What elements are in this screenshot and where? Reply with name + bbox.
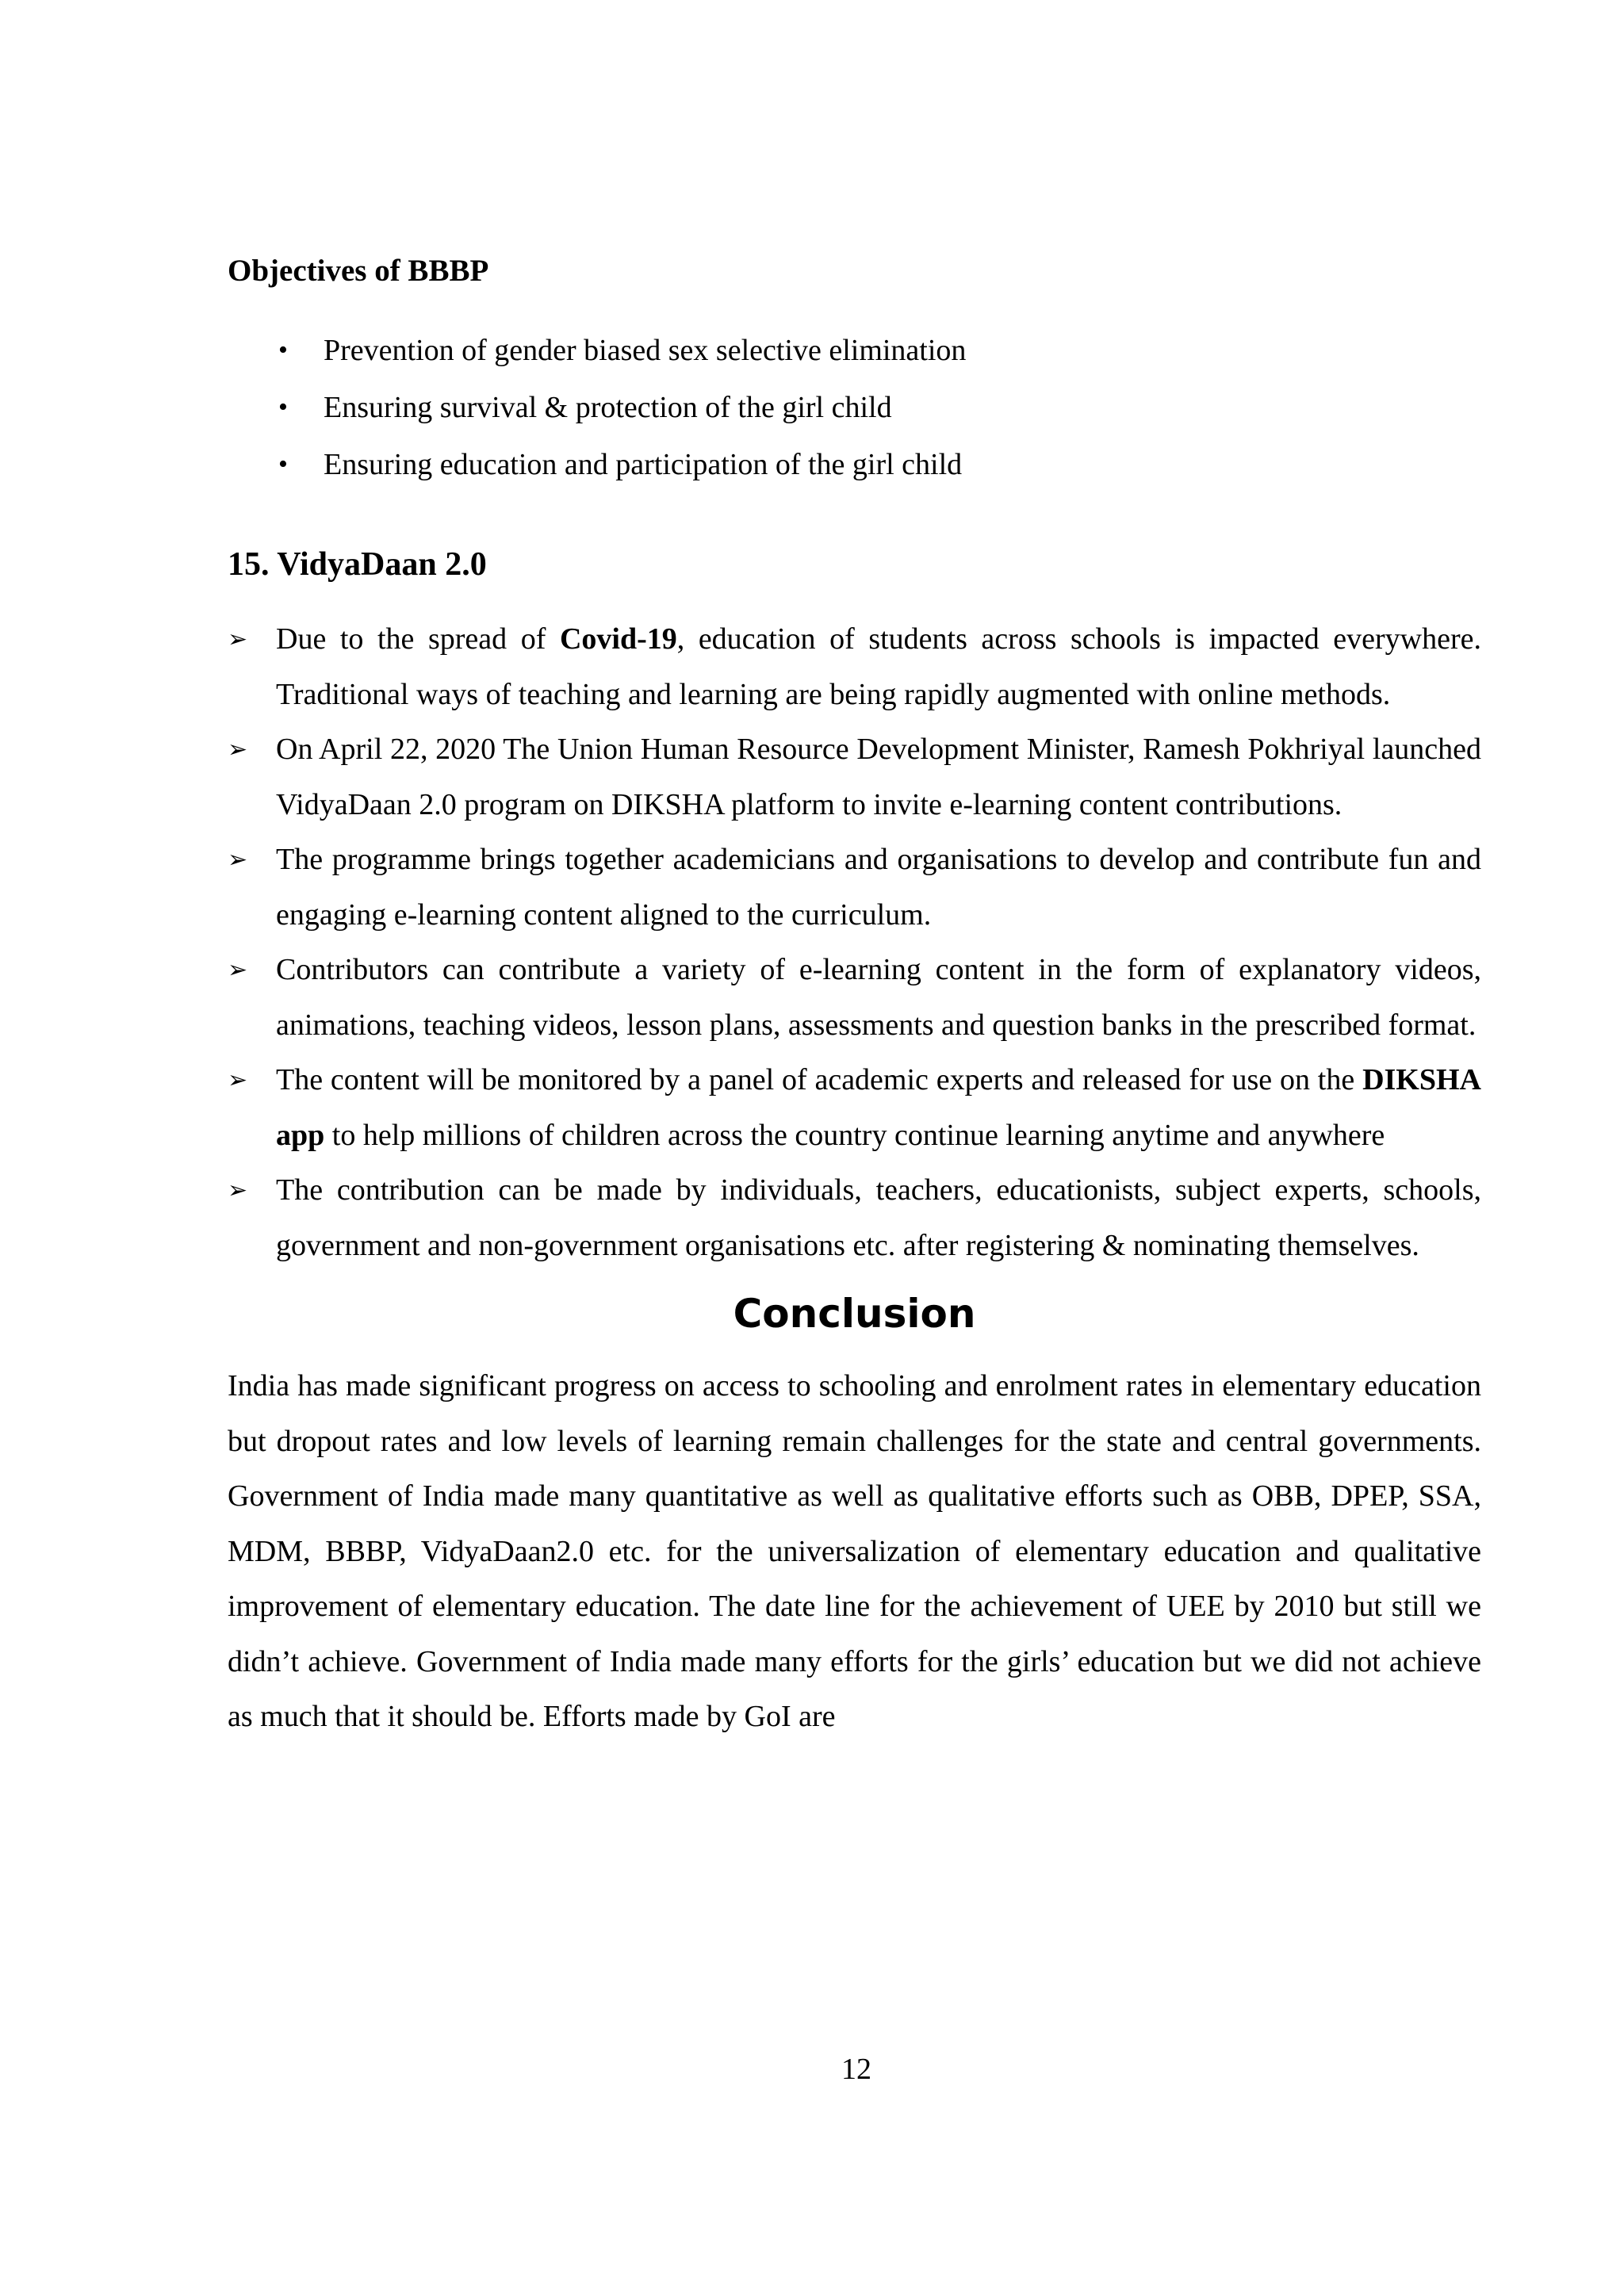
point-text-bold: Covid-19 xyxy=(559,622,677,656)
arrow-bullet-icon: ➢ xyxy=(228,1066,248,1094)
arrow-bullet-icon: ➢ xyxy=(228,736,248,763)
page-number: 12 xyxy=(841,2053,871,2086)
list-item xyxy=(228,1053,1481,1163)
list-item xyxy=(228,1163,1481,1273)
section-heading: 15. VidyaDaan 2.0 xyxy=(228,546,487,583)
objectives-heading: Objectives of BBBP xyxy=(228,254,489,288)
bullet-icon: • xyxy=(278,392,288,422)
list-item xyxy=(228,832,1481,943)
point-text-after: to help millions of children across the country continue learning anytime and anywhere xyxy=(324,1118,1385,1152)
arrow-bullet-icon: ➢ xyxy=(228,1177,248,1204)
list-item-text: Prevention of gender biased sex selective elimination xyxy=(324,334,967,367)
point-text-bold: DIKSHA app xyxy=(276,1063,1481,1152)
list-item xyxy=(228,943,1481,1053)
conclusion-title: Conclusion xyxy=(733,1291,976,1337)
bullet-icon: • xyxy=(278,335,288,365)
list-item xyxy=(228,612,1481,722)
list-item xyxy=(228,436,1481,493)
vidyadaan-points xyxy=(228,612,1481,1273)
point-text: On April 22, 2020 The Union Human Resource Development Minister, Ramesh Pokhriyal launched VidyaDaan 2.0 program on DIKSHA platform to invite e-learning content contributions. xyxy=(276,733,1481,821)
arrow-bullet-icon: ➢ xyxy=(228,626,248,653)
list-item-text: Ensuring survival & protection of the girl child xyxy=(324,391,892,424)
point-text: The programme brings together academicians and organisations to develop and contribute fun and engaging e-learning content aligned to the curriculum. xyxy=(276,843,1481,932)
point-text-before: Due to the spread of xyxy=(276,622,560,656)
point-text-before: The content will be monitored by a panel of academic experts and released for use on the xyxy=(276,1063,1363,1096)
point-text: Contributors can contribute a variety of e-learning content in the form of explanatory videos, animations, teaching videos, lesson plans, assessments and question banks in the prescribed format. xyxy=(276,953,1481,1042)
arrow-bullet-icon: ➢ xyxy=(228,956,248,984)
conclusion-paragraph: India has made significant progress on access to schooling and enrolment rates in elementary education but dropout rates and low levels of learning remain challenges for the state and central governments. Government of India made many quantitative as well as qualitative efforts such as OBB, DPEP, SSA, MDM, BBBP, VidyaDaan2.0 etc. for the universalization of elementary education and qualitative improvement of elementary education. The date line for the achievement of UEE by 2010 but still we didn’t achieve. Government of India made many efforts for the girls’ education but we did not achieve as much that it should be. Efforts made by GoI are xyxy=(228,1369,1481,1733)
list-item xyxy=(228,379,1481,436)
bullet-icon: • xyxy=(278,450,288,479)
point-text-after: , education of students across schools is impacted everywhere. Traditional ways of teaching and learning are being rapidly augmented with online methods. xyxy=(276,622,1481,711)
objectives-list xyxy=(228,322,1481,493)
point-text: The contribution can be made by individuals, teachers, educationists, subject experts, schools, government and non-government organisations etc. after registering & nominating themselves. xyxy=(276,1173,1481,1262)
list-item xyxy=(228,722,1481,832)
page-content xyxy=(228,238,1481,1745)
arrow-bullet-icon: ➢ xyxy=(228,846,248,874)
list-item-text: Ensuring education and participation of the girl child xyxy=(324,448,963,481)
list-item xyxy=(228,322,1481,379)
